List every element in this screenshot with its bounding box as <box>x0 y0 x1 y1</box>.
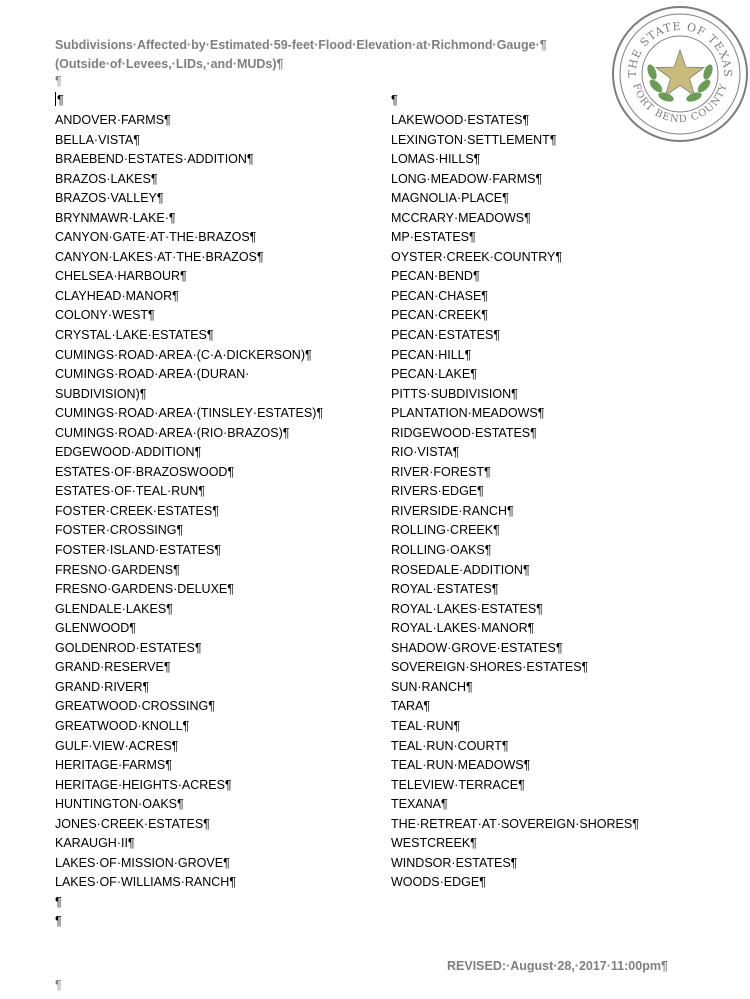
subdivision-item: TELEVIEW·TERRACE¶ <box>391 777 525 792</box>
subdivision-item: CANYON·LAKES·AT·THE·BRAZOS¶ <box>55 249 264 264</box>
subdivision-item: PECAN·LAKE¶ <box>391 367 477 382</box>
seal-text-bottom: FORT BEND COUNTY <box>630 82 730 126</box>
subdivision-item: ROYAL·LAKES·MANOR¶ <box>391 621 535 636</box>
subdivision-item: FOSTER·CREEK·ESTATES¶ <box>55 503 219 518</box>
subdivision-item: LOMAS·HILLS¶ <box>391 152 481 167</box>
subdivision-item: MAGNOLIA·PLACE¶ <box>391 191 509 206</box>
subdivision-item: HERITAGE·FARMS¶ <box>55 758 172 773</box>
subdivision-item: GLENDALE·LAKES¶ <box>55 601 173 616</box>
subdivision-item: RIO·VISTA¶ <box>391 445 460 460</box>
subdivision-item: GRAND·RIVER¶ <box>55 679 150 694</box>
subdivision-item: HERITAGE·HEIGHTS·ACRES¶ <box>55 777 232 792</box>
text-cursor <box>55 92 56 106</box>
subdivision-item: PITTS·SUBDIVISION¶ <box>391 386 518 401</box>
subdivision-item: FRESNO·GARDENS·DELUXE¶ <box>55 582 234 597</box>
revised-date: REVISED:·August·28,·2017·11:00pm¶ <box>447 959 668 973</box>
empty-paragraph-mark: ¶ <box>55 74 62 88</box>
subdivision-item: ROLLING·CREEK¶ <box>391 523 500 538</box>
subdivision-item: GLENWOOD¶ <box>55 621 137 636</box>
subdivision-item: CHELSEA·HARBOUR¶ <box>55 269 187 284</box>
cursor-line[interactable] <box>55 91 64 110</box>
title-line-2: (Outside·of·Levees,·LIDs,·and·MUDs)¶ <box>55 57 284 71</box>
subdivision-item: JONES·CREEK·ESTATES¶ <box>55 816 210 831</box>
subdivision-item: MCCRARY·MEADOWS¶ <box>391 210 531 225</box>
subdivision-item: ROSEDALE·ADDITION¶ <box>391 562 530 577</box>
subdivision-item: ¶ <box>55 914 62 929</box>
subdivision-item: EDGEWOOD·ADDITION¶ <box>55 445 202 460</box>
subdivision-item: CANYON·GATE·AT·THE·BRAZOS¶ <box>55 230 257 245</box>
right-subdivision-list <box>391 111 691 893</box>
subdivision-item: PLANTATION·MEADOWS¶ <box>391 406 545 421</box>
subdivision-item: LAKES·OF·MISSION·GROVE¶ <box>55 855 230 870</box>
subdivision-item: ROYAL·LAKES·ESTATES¶ <box>391 601 543 616</box>
subdivision-item: RIDGEWOOD·ESTATES¶ <box>391 425 537 440</box>
subdivision-item: GREATWOOD·KNOLL¶ <box>55 718 190 733</box>
subdivision-item: RIVER·FOREST¶ <box>391 464 491 479</box>
subdivision-item: WOODS·EDGE¶ <box>391 875 486 890</box>
subdivision-item: BRYNMAWR·LAKE·¶ <box>55 210 176 225</box>
subdivision-item: PECAN·HILL¶ <box>391 347 472 362</box>
subdivision-item: CRYSTAL·LAKE·ESTATES¶ <box>55 328 214 343</box>
subdivision-item: ANDOVER·FARMS¶ <box>55 113 171 127</box>
bottom-paragraph-mark: ¶ <box>55 978 62 992</box>
subdivision-item: CUMINGS·ROAD·AREA·(TINSLEY·ESTATES)¶ <box>55 406 324 421</box>
subdivision-item: GOLDENROD·ESTATES¶ <box>55 640 202 655</box>
subdivision-item: THE·RETREAT·AT·SOVEREIGN·SHORES¶ <box>391 816 639 831</box>
subdivision-item: WESTCREEK¶ <box>391 836 477 851</box>
subdivision-item: COLONY·WEST¶ <box>55 308 155 323</box>
subdivision-item: TEXANA¶ <box>391 797 448 812</box>
subdivision-item: CUMINGS·ROAD·AREA·(RIO·BRAZOS)¶ <box>55 425 290 440</box>
subdivision-item: TEAL·RUN·MEADOWS¶ <box>391 758 531 773</box>
subdivision-item: SOVEREIGN·SHORES·ESTATES¶ <box>391 660 589 675</box>
subdivision-item: BRAEBEND·ESTATES·ADDITION¶ <box>55 152 254 167</box>
subdivision-item: TARA¶ <box>391 699 431 714</box>
subdivision-item: GRAND·RESERVE¶ <box>55 660 171 675</box>
subdivision-item: LAKES·OF·WILLIAMS·RANCH¶ <box>55 875 237 890</box>
subdivision-item: ¶ <box>55 894 62 909</box>
subdivision-item: ROYAL·ESTATES¶ <box>391 582 499 597</box>
subdivision-item: CUMINGS·ROAD·AREA·(C·A·DICKERSON)¶ <box>55 347 312 362</box>
cursor-line-mark: ¶ <box>57 93 64 107</box>
subdivision-item: PECAN·BEND¶ <box>391 269 480 284</box>
subdivision-item: PECAN·CHASE¶ <box>391 288 489 303</box>
subdivision-item: PECAN·ESTATES¶ <box>391 328 501 343</box>
subdivision-item: MP·ESTATES¶ <box>391 230 476 245</box>
subdivision-item: ESTATES·OF·TEAL·RUN¶ <box>55 484 206 499</box>
subdivision-item: FOSTER·ISLAND·ESTATES¶ <box>55 543 221 558</box>
subdivision-item: LEXINGTON·SETTLEMENT¶ <box>391 132 557 147</box>
right-column-empty-mark: ¶ <box>391 93 398 107</box>
subdivision-item: LAKEWOOD·ESTATES¶ <box>391 113 530 127</box>
subdivision-item: BRAZOS·VALLEY¶ <box>55 191 164 206</box>
subdivision-item: GULF·VIEW·ACRES¶ <box>55 738 179 753</box>
subdivision-item: OYSTER·CREEK·COUNTRY¶ <box>391 249 563 264</box>
subdivision-item: HUNTINGTON·OAKS¶ <box>55 797 184 812</box>
subdivision-item: TEAL·RUN·COURT¶ <box>391 738 509 753</box>
subdivision-item: ROLLING·OAKS¶ <box>391 543 492 558</box>
subdivision-item: CUMINGS·ROAD·AREA·(DURAN· SUBDIVISION)¶ <box>55 367 250 401</box>
subdivision-item: FOSTER·CROSSING¶ <box>55 523 184 538</box>
subdivision-item: WINDSOR·ESTATES¶ <box>391 855 518 870</box>
subdivision-item: RIVERSIDE·RANCH¶ <box>391 503 514 518</box>
subdivision-item: FRESNO·GARDENS¶ <box>55 562 180 577</box>
subdivision-item: SHADOW·GROVE·ESTATES¶ <box>391 640 563 655</box>
title-line-1: Subdivisions·Affected·by·Estimated·59-feet·Flood·Elevation·at·Richmond·Gauge·¶ <box>55 38 547 52</box>
subdivision-item: KARAUGH·II¶ <box>55 836 135 851</box>
subdivision-item: BRAZOS·LAKES¶ <box>55 171 158 186</box>
fort-bend-county-seal <box>610 4 750 144</box>
subdivision-item: SUN·RANCH¶ <box>391 679 473 694</box>
subdivision-item: LONG·MEADOW·FARMS¶ <box>391 171 543 186</box>
document-title <box>55 36 547 74</box>
subdivision-item: PECAN·CREEK¶ <box>391 308 489 323</box>
subdivision-item: ESTATES·OF·BRAZOSWOOD¶ <box>55 464 235 479</box>
subdivision-item: BELLA·VISTA¶ <box>55 132 140 147</box>
subdivision-item: RIVERS·EDGE¶ <box>391 484 484 499</box>
subdivision-item: CLAYHEAD·MANOR¶ <box>55 288 179 303</box>
subdivision-item: TEAL·RUN¶ <box>391 718 461 733</box>
subdivision-item: GREATWOOD·CROSSING¶ <box>55 699 215 714</box>
seal-text-top: THE STATE OF TEXAS <box>625 19 735 78</box>
left-subdivision-list <box>55 111 375 932</box>
